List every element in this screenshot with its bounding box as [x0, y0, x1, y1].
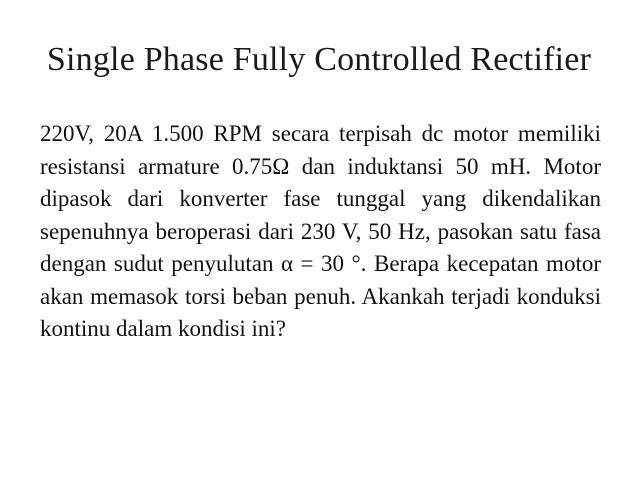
- slide-title: Single Phase Fully Controlled Rectifier: [46, 41, 592, 78]
- slide-body-text: 220V, 20A 1.500 RPM secara terpisah dc motor memiliki resistansi armature 0.75Ω dan induktansi 50 mH. Motor dipasok dari konverter fase tunggal yang dikendalikan sepenuhnya beroperasi dari 230 V, 50 Hz, pasokan satu fasa dengan sudut penyulutan α = 30 °. Berapa kecepatan motor akan memasok torsi beban penuh. Akankah terjadi konduksi kontinu dalam kondisi ini?: [40, 121, 601, 341]
